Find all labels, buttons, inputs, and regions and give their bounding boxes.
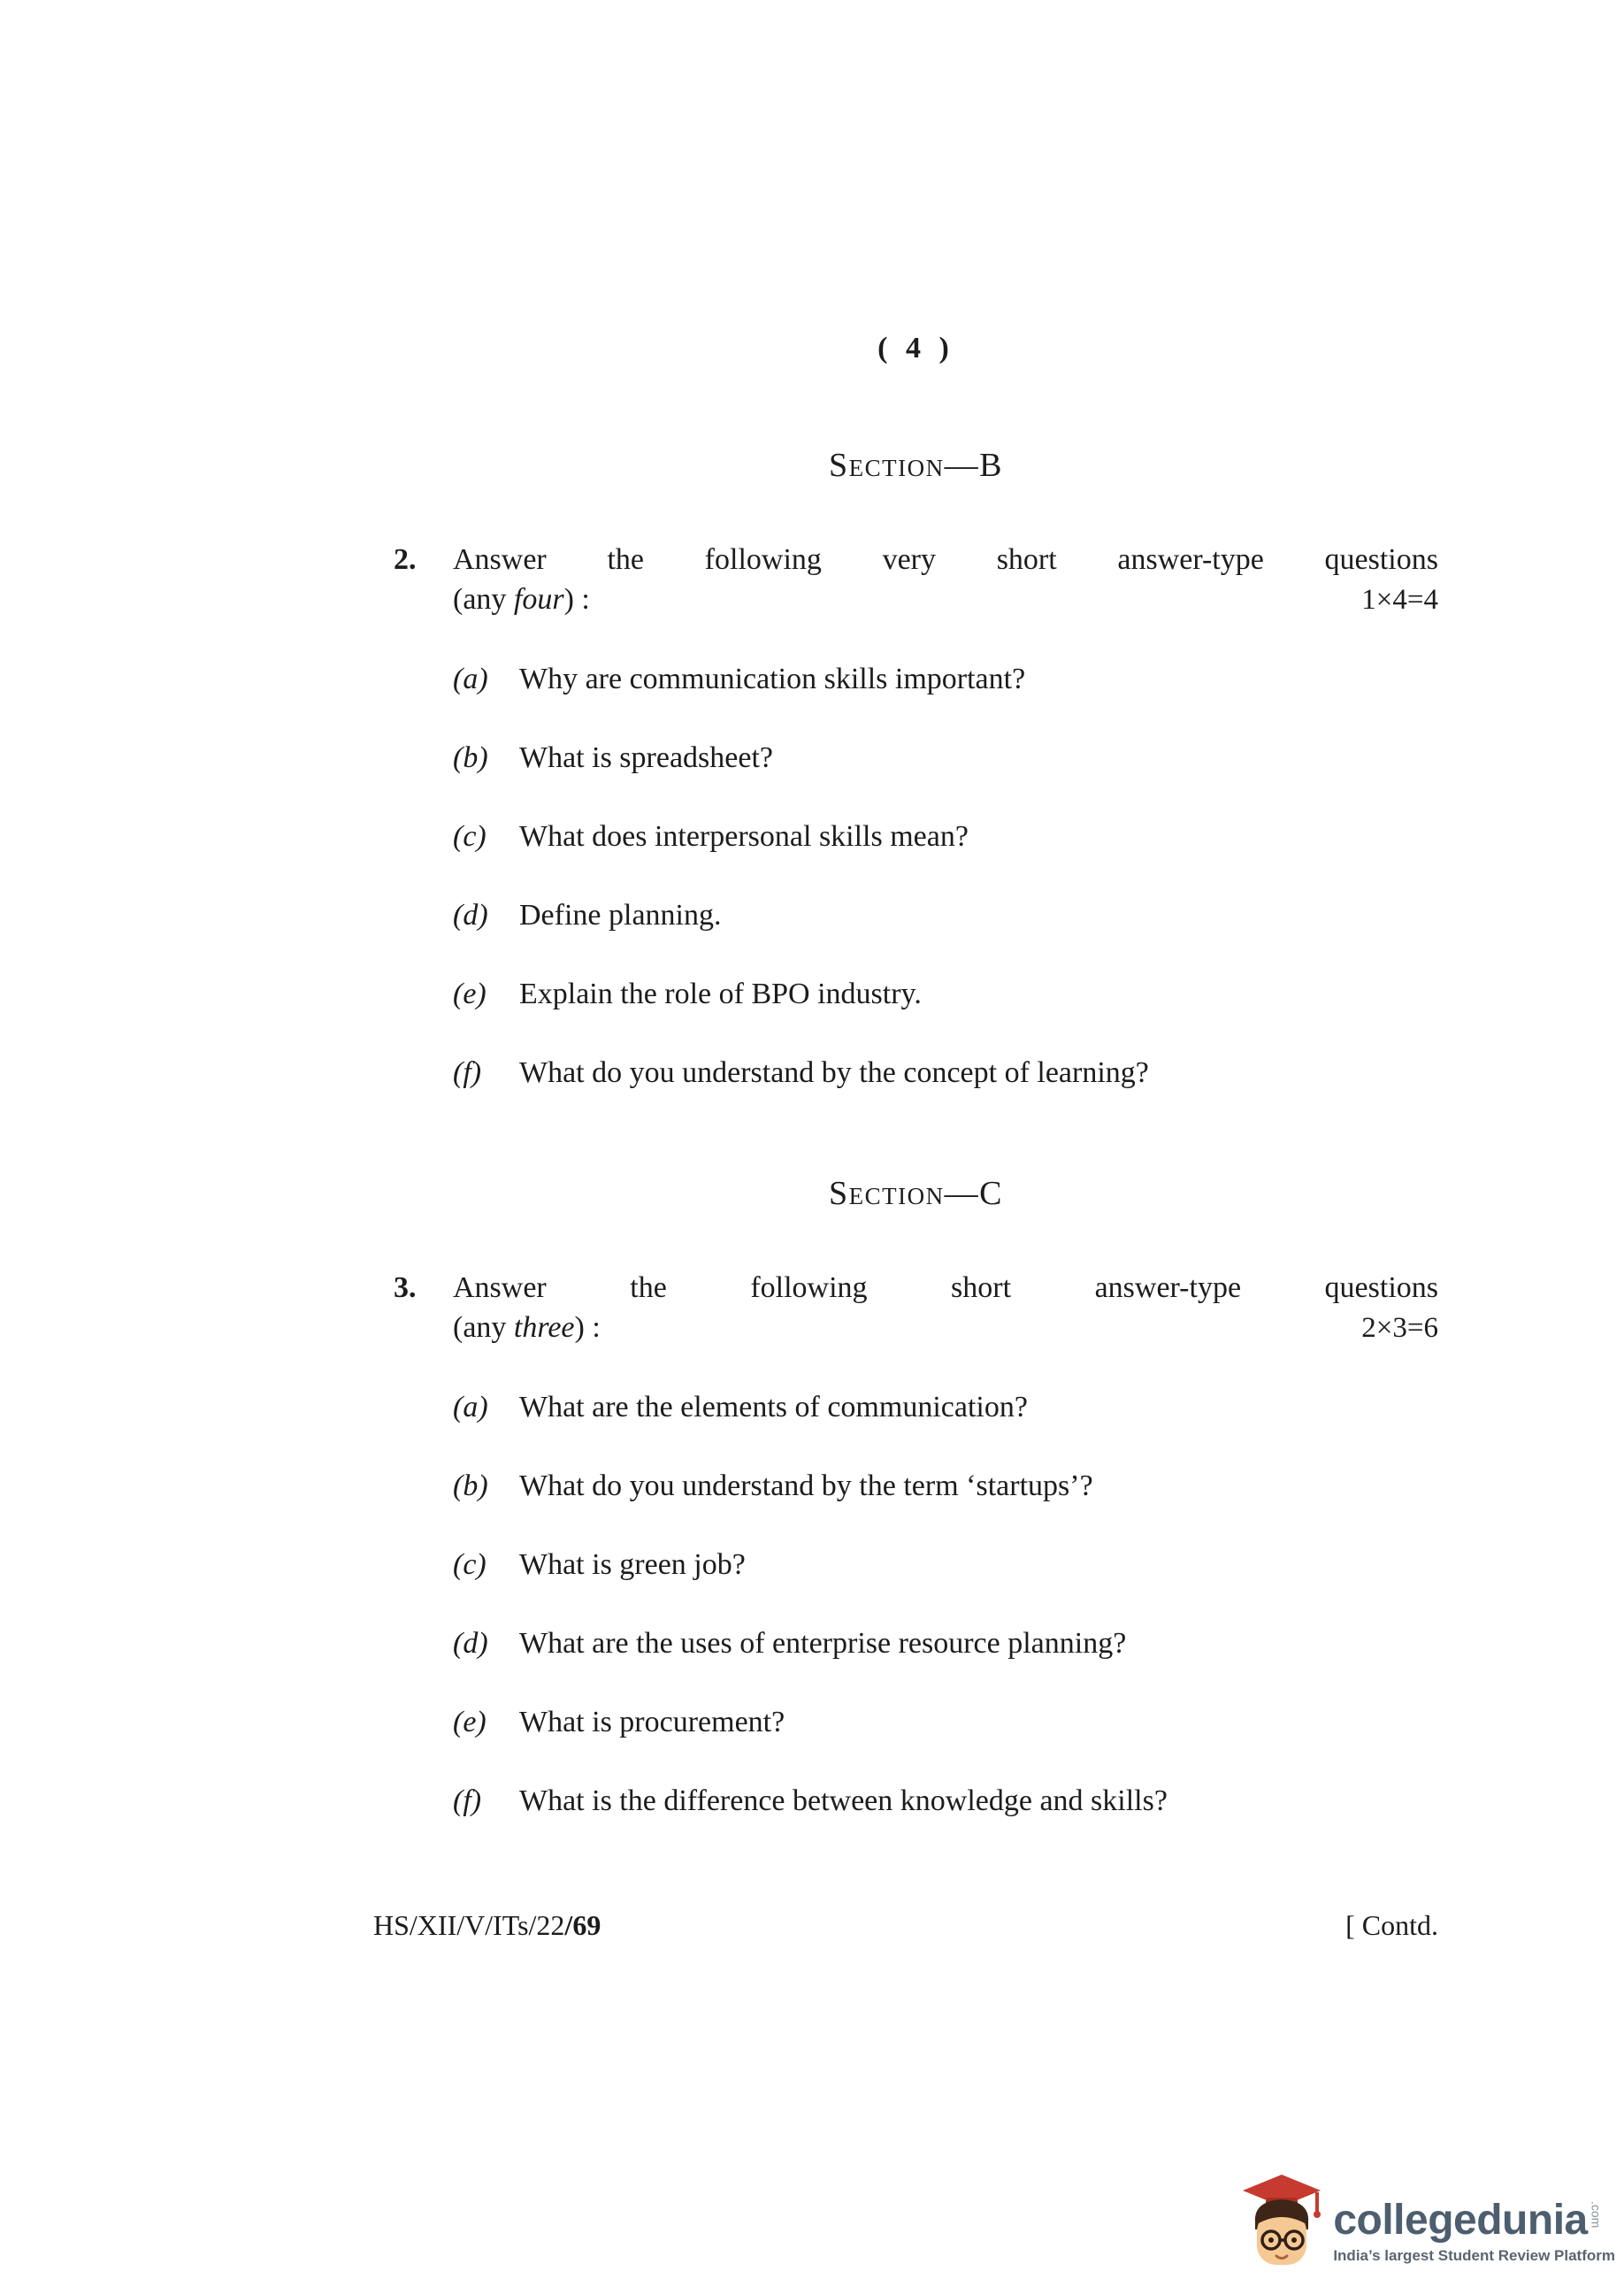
question-item — [453, 1545, 1438, 1585]
item-label: (d) — [453, 899, 488, 932]
item-text: What is green job? — [519, 1548, 746, 1581]
item-text: Why are communication skills important? — [519, 663, 1026, 695]
question-3-intro: Answer the following short answer-type questions — [453, 1271, 1438, 1304]
question-2-any-count: four — [513, 583, 564, 616]
paper-code: HS/XII/V/ITs/22/69 — [373, 1909, 601, 1941]
item-label: (b) — [453, 741, 488, 774]
question-2-any-clause: (any four) : — [453, 583, 590, 616]
item-label: (a) — [453, 663, 488, 695]
page-footer — [373, 1909, 1438, 1942]
question-item — [453, 974, 1438, 1014]
question-2-intro: Answer the following very short answer-type questions — [453, 543, 1438, 576]
contd-note: [ Contd. — [1345, 1909, 1438, 1941]
collegedunia-tagline: India’s largest Student Review Platform — [1333, 2247, 1615, 2264]
question-item — [453, 1466, 1438, 1506]
item-text: What are the uses of enterprise resource planning? — [519, 1627, 1127, 1660]
question-3-number: 3. — [394, 1271, 417, 1304]
question-item — [453, 1702, 1438, 1742]
item-text: What do you understand by the term ‘startups’? — [519, 1469, 1093, 1502]
question-item — [453, 1387, 1438, 1427]
question-item — [453, 738, 1438, 778]
page-number: ( 4 ) — [877, 332, 954, 364]
question-2-number: 2. — [394, 543, 417, 576]
section-c-heading: Section—C — [829, 1175, 1003, 1212]
question-3-any-count: three — [513, 1311, 575, 1344]
item-text: Explain the role of BPO industry. — [519, 978, 922, 1010]
item-label: (d) — [453, 1627, 488, 1660]
question-item — [453, 1623, 1438, 1663]
question-3-marks: 2×3=6 — [1361, 1312, 1438, 1344]
item-label: (c) — [453, 820, 486, 853]
section-b-heading: Section—B — [829, 447, 1003, 484]
item-text: What is procurement? — [519, 1706, 785, 1738]
question-item — [453, 1053, 1438, 1093]
item-text: What is the difference between knowledge and skills? — [519, 1784, 1168, 1817]
question-item — [453, 895, 1438, 935]
item-text: What does interpersonal skills mean? — [519, 820, 969, 853]
question-3 — [394, 1268, 1438, 1821]
collegedunia-mascot-icon — [1239, 2171, 1324, 2270]
collegedunia-wordmark: collegedunia — [1333, 2197, 1588, 2244]
question-item — [453, 817, 1438, 856]
item-text: What is spreadsheet? — [519, 741, 773, 774]
item-text: Define planning. — [519, 899, 722, 932]
question-item — [453, 1781, 1438, 1821]
item-label: (a) — [453, 1391, 488, 1423]
item-label: (b) — [453, 1469, 488, 1502]
item-label: (c) — [453, 1548, 486, 1581]
collegedunia-logo[interactable] — [1239, 2171, 1615, 2270]
item-label: (f) — [453, 1784, 482, 1817]
item-text: What are the elements of communication? — [519, 1391, 1028, 1423]
question-2 — [394, 540, 1438, 1093]
item-label: (e) — [453, 1706, 486, 1738]
question-3-any-clause: (any three) : — [453, 1311, 601, 1344]
item-label: (e) — [453, 978, 486, 1010]
question-item — [453, 659, 1438, 699]
item-text: What do you understand by the concept of learning? — [519, 1056, 1149, 1089]
item-label: (f) — [453, 1056, 482, 1089]
collegedunia-dotcom: .com — [1589, 2201, 1604, 2229]
question-2-marks: 1×4=4 — [1361, 584, 1438, 616]
